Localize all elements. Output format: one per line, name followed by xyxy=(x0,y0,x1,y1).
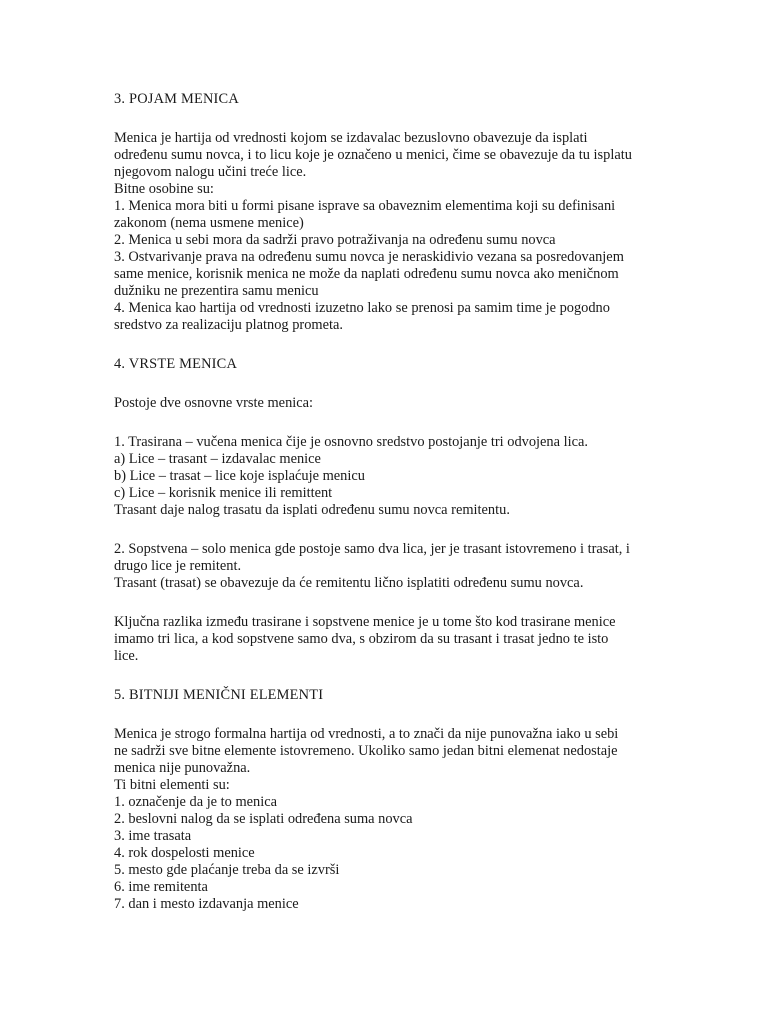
list-item: c) Lice – korisnik menice ili remittent xyxy=(114,485,333,501)
list-item: 2. beslovni nalog da se isplati određena suma novca xyxy=(114,811,413,827)
paragraph-line: Menica je strogo formalna hartija od vrednosti, a to znači da nije punovažna iako u sebi xyxy=(114,726,619,742)
paragraph-line: imamo tri lica, a kod sopstvene samo dva, s obzirom da su trasant i trasat jedno te isto xyxy=(114,631,609,647)
paragraph-line: Trasant (trasat) se obavezuje da će remitentu lično isplatiti određenu sumu novca. xyxy=(114,575,584,591)
paragraph-line: Bitne osobine su: xyxy=(114,181,214,197)
list-item: a) Lice – trasant – izdavalac menice xyxy=(114,451,321,467)
list-item: zakonom (nema usmene menice) xyxy=(114,215,304,231)
list-item: 1. Trasirana – vučena menica čije je osnovno sredstvo postojanje tri odvojena lica. xyxy=(114,434,588,450)
list-item: sredstvo za realizaciju platnog prometa. xyxy=(114,317,343,333)
paragraph-line: lice. xyxy=(114,648,139,664)
list-item: 6. ime remitenta xyxy=(114,879,208,895)
list-item: 4. rok dospelosti menice xyxy=(114,845,255,861)
list-item: 4. Menica kao hartija od vrednosti izuzetno lako se prenosi pa samim time je pogodno xyxy=(114,300,610,316)
list-item: drugo lice je remitent. xyxy=(114,558,242,574)
paragraph-line: Ti bitni elementi su: xyxy=(114,777,230,793)
list-item: 1. označenje da je to menica xyxy=(114,794,278,810)
list-item: 3. ime trasata xyxy=(114,828,192,844)
list-item: 3. Ostvarivanje prava na određenu sumu novca je neraskidivio vezana sa posredovanjem xyxy=(114,249,624,265)
paragraph-line: ne sadrži sve bitne elemente istovremeno. Ukoliko samo jedan bitni elemenat nedostaje xyxy=(114,743,618,759)
list-item: 2. Menica u sebi mora da sadrži pravo potraživanja na određenu sumu novca xyxy=(114,232,556,248)
paragraph-line: određenu sumu novca, i to licu koje je označeno u menici, čime se obavezuje da tu isplatu xyxy=(114,147,632,163)
section-heading-pojam-menica: 3. POJAM MENICA xyxy=(114,91,239,107)
list-item: b) Lice – trasat – lice koje isplaćuje menicu xyxy=(114,468,365,484)
section-heading-vrste-menica: 4. VRSTE MENICA xyxy=(114,356,238,372)
list-item: same menice, korisnik menica ne može da naplati određenu sumu novca ako meničnom xyxy=(114,266,619,282)
list-item: 1. Menica mora biti u formi pisane isprave sa obaveznim elementima koji su definisani xyxy=(114,198,616,214)
paragraph-line: menica nije punovažna. xyxy=(114,760,251,776)
paragraph-line: njegovom nalogu učini treće lice. xyxy=(114,164,307,180)
paragraph-line: Postoje dve osnovne vrste menica: xyxy=(114,395,314,411)
paragraph-line: Trasant daje nalog trasatu da isplati određenu sumu novca remitentu. xyxy=(114,502,510,518)
document-page xyxy=(114,91,674,913)
paragraph-line: Menica je hartija od vrednosti kojom se izdavalac bezuslovno obavezuje da isplati xyxy=(114,130,588,146)
list-item: 2. Sopstvena – solo menica gde postoje samo dva lica, jer je trasant istovremeno i trasat, i xyxy=(114,541,630,557)
paragraph-line: Ključna razlika između trasirane i sopstvene menice je u tome što kod trasirane menice xyxy=(114,614,616,630)
section-heading-bitniji-menicni-elementi: 5. BITNIJI MENIČNI ELEMENTI xyxy=(114,687,324,703)
list-item: dužniku ne prezentira samu menicu xyxy=(114,283,319,299)
list-item: 7. dan i mesto izdavanja menice xyxy=(114,896,299,912)
list-item: 5. mesto gde plaćanje treba da se izvrši xyxy=(114,862,340,878)
